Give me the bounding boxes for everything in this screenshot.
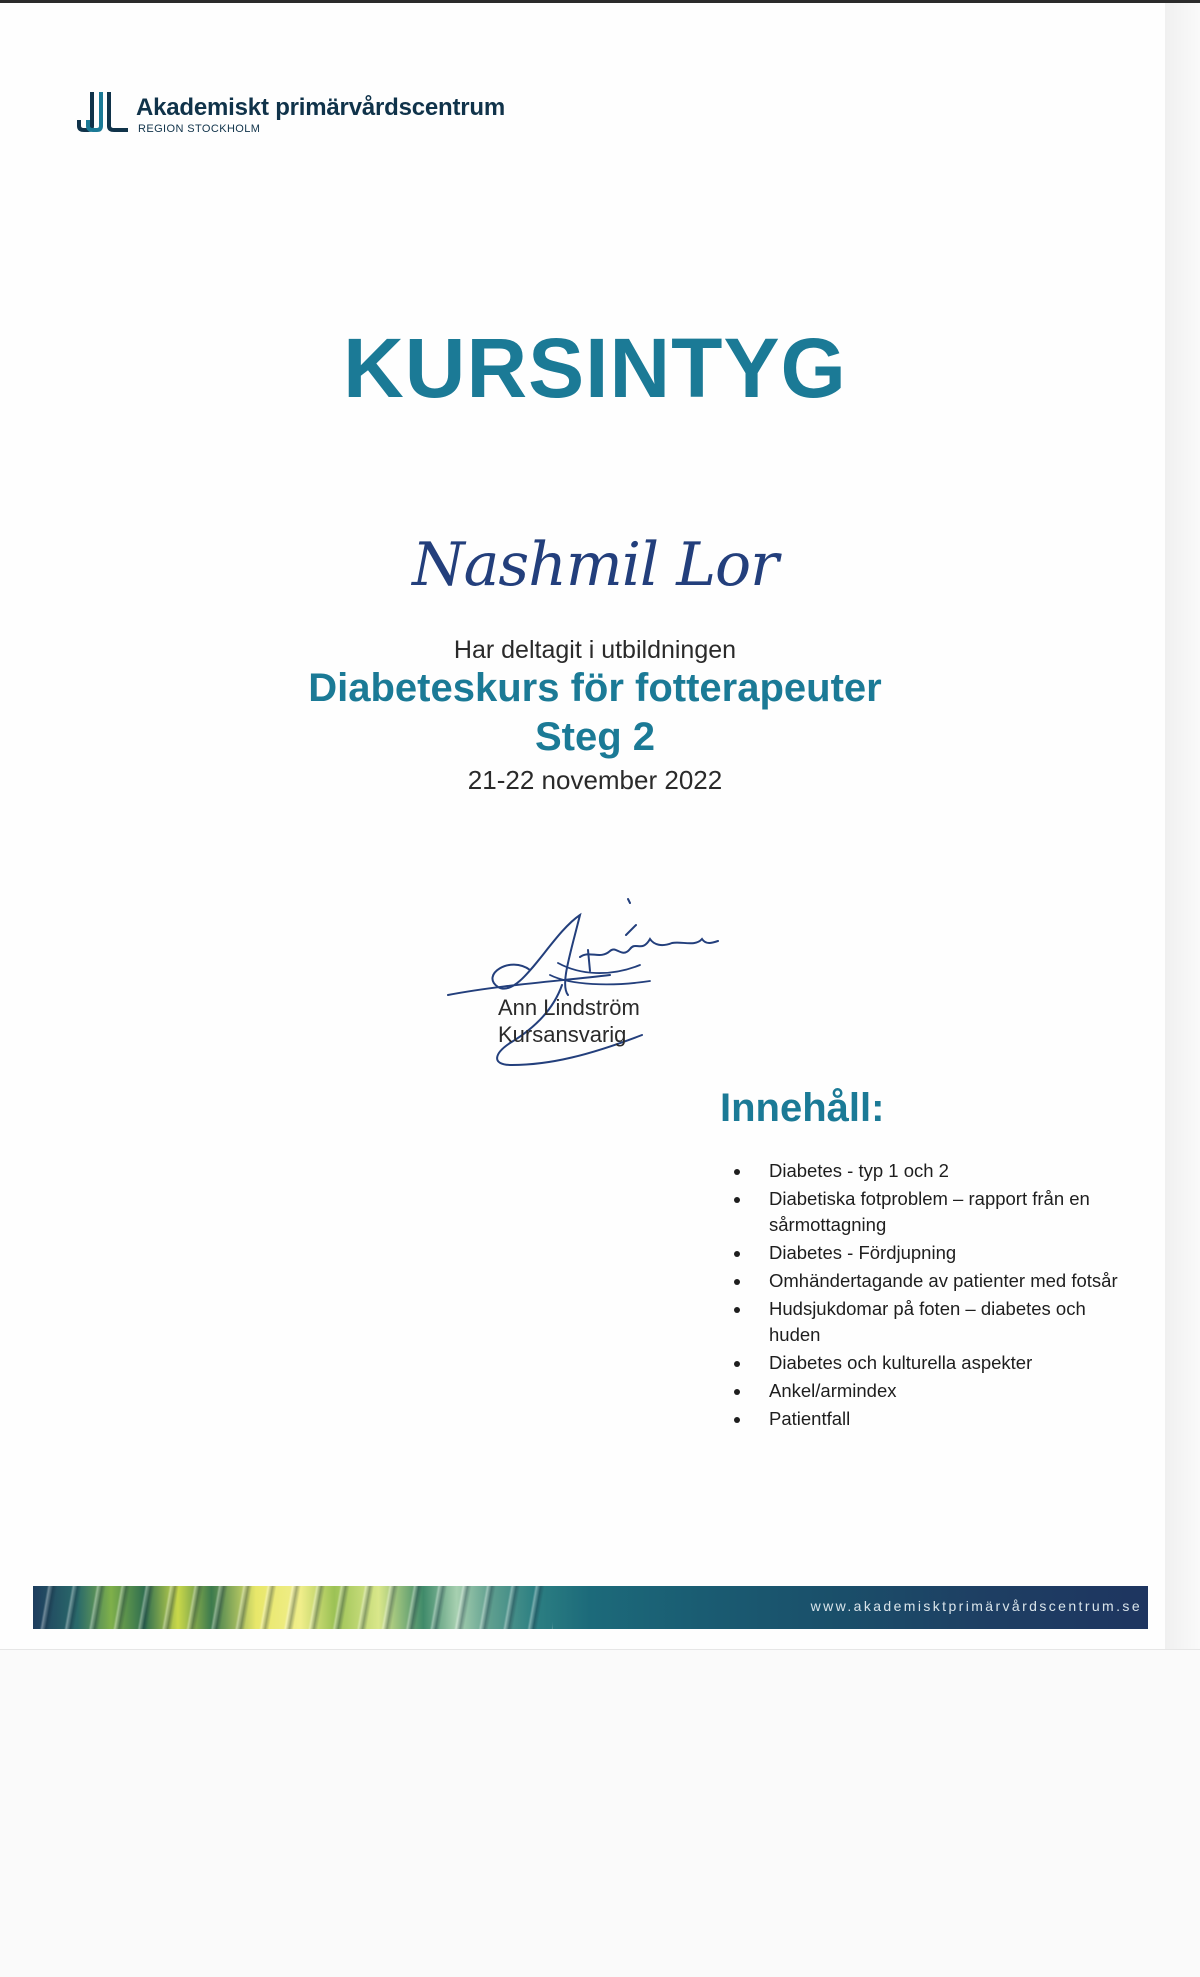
- contents-list: [730, 1158, 1130, 1434]
- signatory-role: Kursansvarig: [498, 1022, 627, 1047]
- participation-statement: Har deltagit i utbildningen: [453, 636, 737, 664]
- list-item: Diabetes - typ 1 och 2: [730, 1158, 1130, 1184]
- course-step: Steg 2: [534, 715, 656, 759]
- organization-name: Akademiskt primärvårdscentrum: [136, 94, 506, 121]
- course-name: Diabeteskurs för fotterapeuter: [308, 666, 882, 710]
- list-item: Patientfall: [730, 1406, 1130, 1432]
- lower-sheet: [0, 1649, 1200, 1977]
- list-item: Diabetes - Fördjupning: [730, 1240, 1130, 1266]
- course-dates: 21-22 november 2022: [467, 765, 723, 795]
- list-item: Diabetiska fotproblem – rapport från en sårmottagning: [730, 1186, 1130, 1238]
- participant-name: Nashmil Lor: [412, 530, 778, 600]
- organization-logo: [76, 88, 516, 140]
- signatory-name: Ann Lindström: [498, 995, 640, 1020]
- banner-pattern: [33, 1586, 553, 1629]
- contents-heading: Innehåll:: [720, 1086, 885, 1130]
- handwritten-signature: [440, 895, 820, 1085]
- page-shadow: [1165, 3, 1200, 1649]
- certificate-title: KURSINTYG: [343, 321, 847, 415]
- list-item: Ankel/armindex: [730, 1378, 1130, 1404]
- footer-banner: [33, 1586, 1148, 1629]
- organization-region: REGION STOCKHOLM: [138, 123, 261, 135]
- logo-mark-icon: [76, 88, 128, 134]
- list-item: Omhändertagande av patienter med fotsår: [730, 1268, 1130, 1294]
- website-url: www.akademisktprimärvårdscentrum.se: [810, 1598, 1142, 1614]
- list-item: Diabetes och kulturella aspekter: [730, 1350, 1130, 1376]
- list-item: Hudsjukdomar på foten – diabetes och huden: [730, 1296, 1130, 1348]
